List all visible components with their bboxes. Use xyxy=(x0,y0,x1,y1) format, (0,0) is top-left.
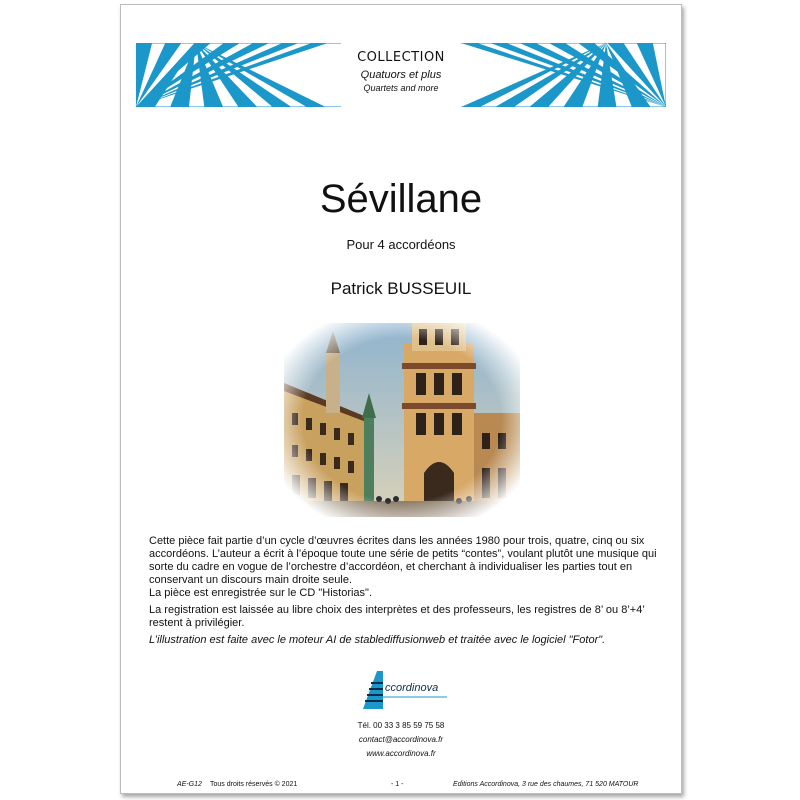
phone-number: Tél. 00 33 3 85 59 75 58 xyxy=(357,721,445,730)
email-link[interactable]: contact@accordinova.fr xyxy=(358,735,444,744)
description-text xyxy=(149,535,661,651)
footer-publisher: Editions Accordinova, 3 rue des chaumes, 71 520 MATOUR xyxy=(453,781,639,788)
collection-label: COLLECTION xyxy=(357,50,445,65)
instrumentation: Pour 4 accordéons xyxy=(346,237,456,252)
logo-wordmark: ccordinova xyxy=(385,682,439,694)
paragraph-registration: La registration est laissée au libre choix des interprètes et des professeurs, les registres de 8’ ou 8’+4’ restent à privilégier. xyxy=(149,604,645,629)
collection-subtitle-en: Quartets and more xyxy=(363,83,439,93)
collection-subtitle-fr: Quatuors et plus xyxy=(360,69,442,81)
composer-name: Patrick BUSSEUIL xyxy=(330,279,472,298)
piece-title: Sévillane xyxy=(319,177,483,221)
footer-ref: AE-G12 xyxy=(177,781,202,788)
footer-rights: Tous droits réservés © 2021 xyxy=(210,781,298,788)
paragraph-cd: La pièce est enregistrée sur le CD "Historias". xyxy=(149,587,373,599)
contact-block xyxy=(121,719,681,761)
illustration-sevilla-plaza xyxy=(284,323,520,517)
paragraph-cycle: Cette pièce fait partie d’un cycle d’œuvres écrites dans les années 1980 pour trois, quatre, cinq ou six accordéons. L’auteur a écrit à l’époque toute une série de petits “contes”, voulant plutôt une musique qui sorte du cadre en vogue de l’orchestre d’accordéon, et cherchant à individualiser les parties tout en conservant un discours main droite seule. xyxy=(149,535,657,586)
paragraph-illustration: L’illustration est faite avec le moteur AI de stablediffusionweb et traitée avec le logiciel "Fotor". xyxy=(149,634,606,646)
collection-banner xyxy=(136,43,666,107)
sheet-music-cover xyxy=(120,4,682,794)
publisher-logo xyxy=(359,669,449,711)
collection-label-box xyxy=(341,43,461,107)
page-number: - 1 - xyxy=(391,781,404,788)
website-link[interactable]: www.accordinova.fr xyxy=(366,749,436,758)
